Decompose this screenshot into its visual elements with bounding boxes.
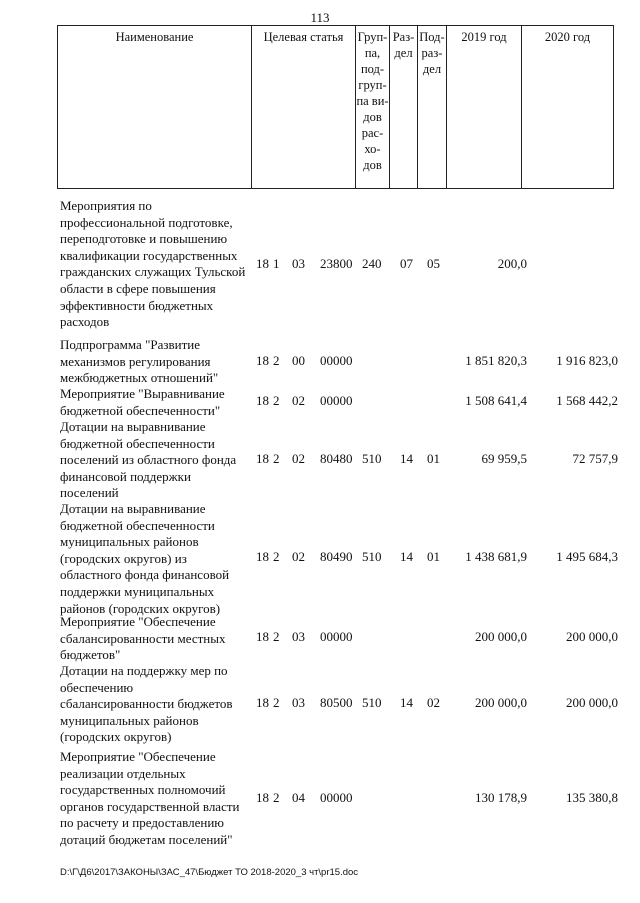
row-code-subprogram: 2	[273, 451, 280, 466]
row-subsection: 02	[427, 695, 440, 710]
row-subsection: 05	[427, 256, 440, 271]
row-name: Мероприятие "Выравнивание бюджетной обеспеченности"	[60, 386, 225, 418]
row-code-subprogram: 2	[273, 695, 280, 710]
row-code-event: 03	[292, 256, 305, 271]
header-name: Наименование	[58, 26, 252, 189]
row-code-subprogram: 2	[273, 629, 280, 644]
row-code-subprogram: 2	[273, 393, 280, 408]
row-value-2019: 130 178,9	[475, 790, 527, 805]
table-row	[60, 198, 616, 330]
row-value-2020: 135 380,8	[566, 790, 618, 805]
row-section: 14	[400, 549, 413, 564]
row-code-subprogram: 2	[273, 353, 280, 368]
row-code-program: 18	[256, 256, 269, 271]
row-group: 240	[362, 256, 382, 271]
row-value-2020: 1 495 684,3	[556, 549, 618, 564]
row-code-direction: 00000	[320, 393, 353, 408]
row-code-event: 03	[292, 629, 305, 644]
row-value-2020: 72 757,9	[572, 451, 618, 466]
row-value-2020: 1 568 442,2	[556, 393, 618, 408]
row-code-event: 02	[292, 451, 305, 466]
row-code-event: 00	[292, 353, 305, 368]
row-section: 14	[400, 695, 413, 710]
row-code-program: 18	[256, 790, 269, 805]
row-code-direction: 80480	[320, 451, 353, 466]
table-row	[60, 614, 616, 664]
row-name: Мероприятия по профессиональной подготовке, переподготовке и повышению квалификации государственных гражданских служащих Тульской области в сфере повышения эффективности бюджетных расходов	[60, 198, 246, 330]
row-value-2019: 200 000,0	[475, 695, 527, 710]
table-row	[60, 749, 616, 849]
row-value-2019: 1 438 681,9	[465, 549, 527, 564]
header-group: Груп- па, под- груп- па ви- дов рас- хо- дов	[356, 26, 390, 189]
row-group: 510	[362, 451, 382, 466]
row-name: Мероприятие "Обеспечение сбалансированности местных бюджетов"	[60, 614, 226, 663]
row-code-direction: 80500	[320, 695, 353, 710]
table-row	[60, 501, 616, 615]
row-section: 07	[400, 256, 413, 271]
row-code-program: 18	[256, 629, 269, 644]
row-section: 14	[400, 451, 413, 466]
header-year-2020: 2020 год	[522, 26, 614, 189]
row-code-direction: 00000	[320, 790, 353, 805]
row-subsection: 01	[427, 451, 440, 466]
row-name: Дотации на выравнивание бюджетной обеспеченности муниципальных районов (городских округов) из областного фонда финансовой поддержки муниципальных районов (городских округов)	[60, 501, 230, 616]
row-code-program: 18	[256, 353, 269, 368]
table-row	[60, 419, 616, 501]
row-value-2019: 200 000,0	[475, 629, 527, 644]
row-group: 510	[362, 549, 382, 564]
row-code-direction: 00000	[320, 629, 353, 644]
row-code-direction: 23800	[320, 256, 353, 271]
row-value-2019: 1 508 641,4	[465, 393, 527, 408]
row-code-program: 18	[256, 451, 269, 466]
header-year-2019: 2019 год	[447, 26, 522, 189]
row-name: Подпрограмма "Развитие механизмов регулирования межбюджетных отношений"	[60, 337, 219, 386]
row-code-direction: 80490	[320, 549, 353, 564]
header-section: Раз- дел	[390, 26, 418, 189]
row-code-event: 03	[292, 695, 305, 710]
header-target-article: Целевая статья	[252, 26, 356, 189]
row-name: Дотации на выравнивание бюджетной обеспеченности поселений из областного фонда финансовой поддержки поселений	[60, 419, 237, 501]
row-group: 510	[362, 695, 382, 710]
row-code-subprogram: 2	[273, 790, 280, 805]
row-code-event: 04	[292, 790, 305, 805]
row-code-event: 02	[292, 393, 305, 408]
row-name: Мероприятие "Обеспечение реализации отдельных государственных полномочий органов государственной власти по расчету и предоставлению дотаций бюджетам поселений"	[60, 749, 240, 847]
row-value-2020: 200 000,0	[566, 629, 618, 644]
row-code-subprogram: 1	[273, 256, 280, 271]
row-value-2019: 69 959,5	[481, 451, 527, 466]
table-row	[60, 386, 616, 420]
row-code-program: 18	[256, 695, 269, 710]
row-value-2020: 1 916 823,0	[556, 353, 618, 368]
row-code-event: 02	[292, 549, 305, 564]
table-header	[57, 25, 614, 189]
header-subsection: Под- раз- дел	[418, 26, 447, 189]
row-code-direction: 00000	[320, 353, 353, 368]
file-path-footer: D:\Г\Д6\2017\ЗАКОНЫ\ЗАС_47\Бюджет ТО 2018-2020_3 чт\pr15.doc	[60, 867, 359, 878]
row-subsection: 01	[427, 549, 440, 564]
row-name: Дотации на поддержку мер по обеспечению сбалансированности бюджетов муниципальных районов (городских округов)	[60, 663, 233, 745]
row-value-2020: 200 000,0	[566, 695, 618, 710]
row-code-subprogram: 2	[273, 549, 280, 564]
row-code-program: 18	[256, 393, 269, 408]
row-code-program: 18	[256, 549, 269, 564]
row-value-2019: 1 851 820,3	[465, 353, 527, 368]
table-row	[60, 337, 616, 387]
row-value-2019: 200,0	[497, 256, 527, 271]
table-row	[60, 663, 616, 745]
page-number: 113	[310, 10, 330, 25]
